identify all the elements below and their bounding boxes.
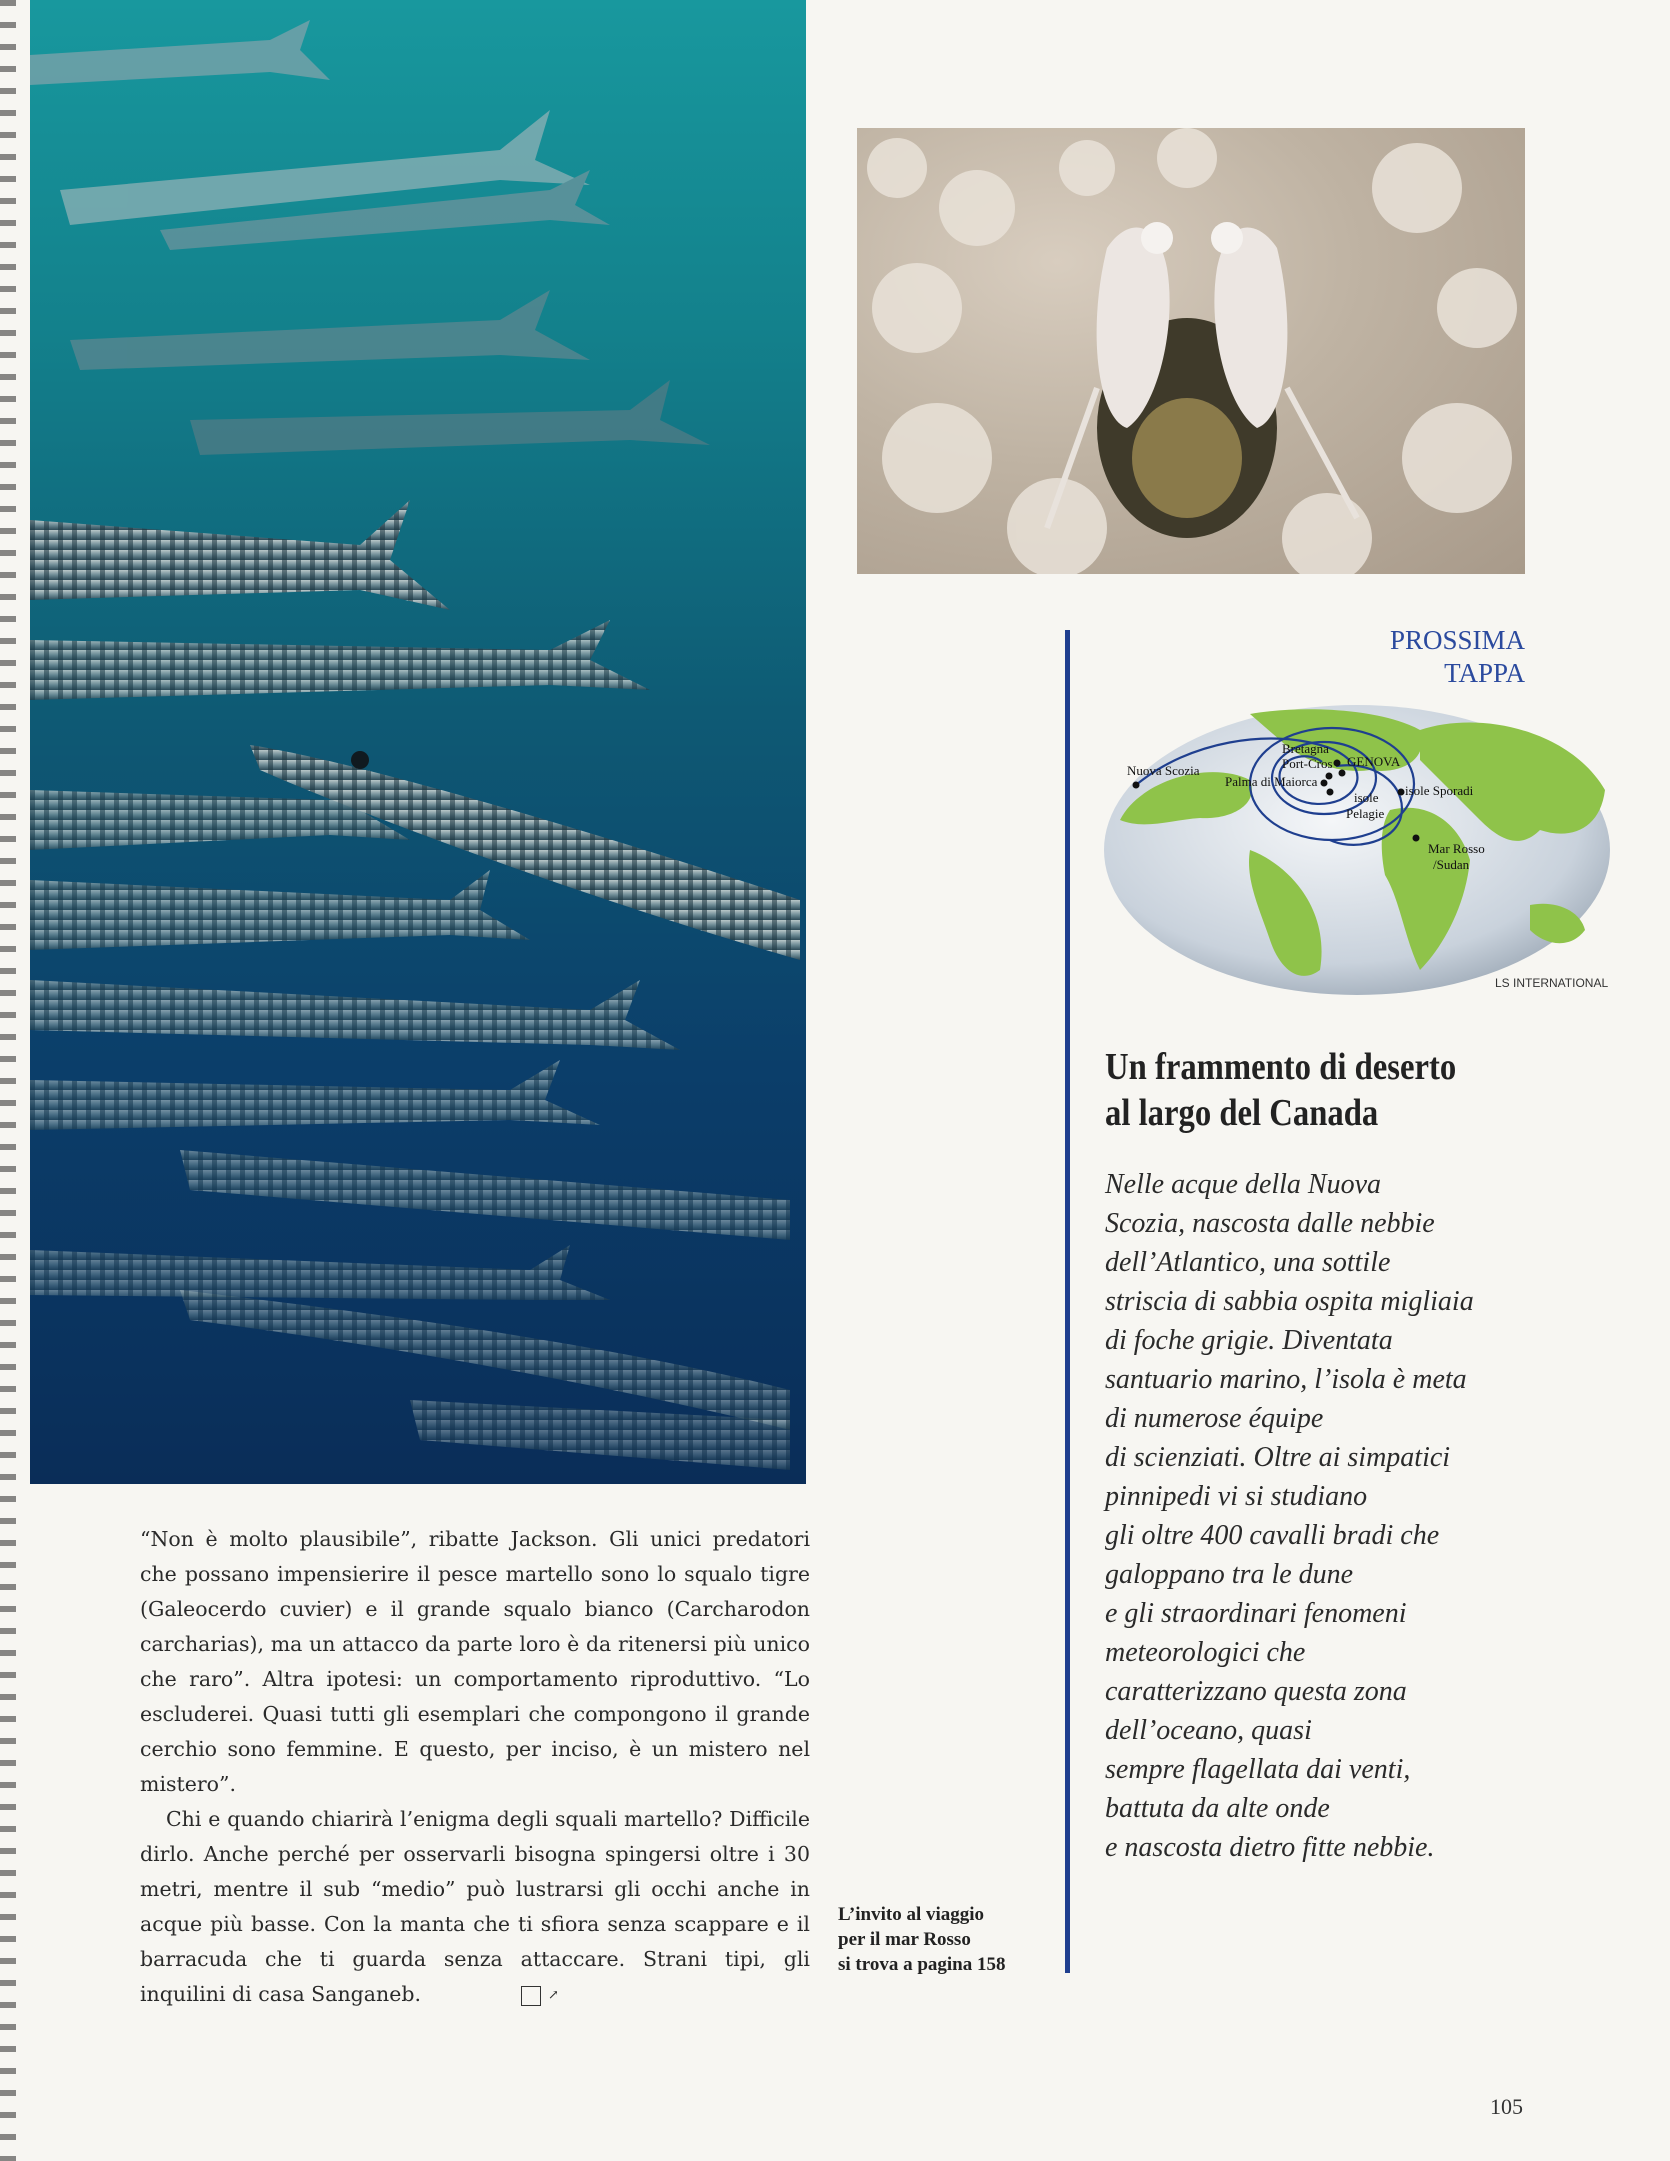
invite-line-3: si trova a pagina 158	[838, 1954, 1006, 1975]
sidebar-line: di scienziati. Oltre ai simpatici	[1105, 1442, 1451, 1473]
sidebar-line: pinnipedi vi si studiano	[1105, 1481, 1368, 1512]
sidebar-line: di foche grigie. Diventata	[1105, 1325, 1393, 1356]
article-paragraph-2-text: Chi e quando chiarirà l’enigma degli squali martello? Difficile dirlo. Anche perché per osservarli bisogna spingersi oltre i 30 metri, mentre il sub “medio” può lustrarsi gli occhi anche in acque più basse. Con la manta che ti sfiora senza scappare e il barracuda che ti guarda senza attaccare. Strani tipi, gli inquilini di casa Sanganeb.	[140, 1807, 810, 2006]
next-stop-kicker	[1390, 624, 1525, 690]
map-label-sporadi: isole Sporadi	[1405, 783, 1474, 798]
sidebar-line: striscia di sabbia ospita migliaia	[1105, 1286, 1474, 1317]
sidebar-line: sempre flagellata dai venti,	[1105, 1754, 1411, 1785]
map-label-bretagna: Bretagna	[1282, 741, 1329, 756]
map-label-genova: GENOVA	[1347, 754, 1401, 769]
sidebar-line: meteorologici che	[1105, 1637, 1306, 1668]
sidebar-body	[1105, 1165, 1575, 1867]
sidebar-line: Nelle acque della Nuova	[1105, 1169, 1382, 1200]
torn-page-edge	[0, 0, 16, 2161]
sidebar-line: di numerose équipe	[1105, 1403, 1324, 1434]
headline-line-2: al largo del Canada	[1105, 1092, 1379, 1134]
globe-svg	[1100, 700, 1615, 1000]
barracuda-school-photo	[30, 0, 806, 1484]
map-label-pelagie: Pelagie	[1346, 806, 1385, 821]
route-globe-map	[1100, 700, 1615, 1000]
map-label-palma: Palma di Maiorca	[1225, 774, 1318, 789]
sidebar-line: e nascosta dietro fitte nebbie.	[1105, 1832, 1435, 1863]
travel-invite-note	[838, 1902, 1058, 1977]
map-label-nuova-scozia: Nuova Scozia	[1127, 763, 1200, 778]
article-paragraph-1: “Non è molto plausibile”, ribatte Jackson. Gli unici predatori che possano impensierire il pesce martello sono lo squalo tigre (Galeocerdo cuvier) e il grande squalo bianco (Carcharodon carcharias), ma un attacco da parte loro è da ritenersi più unico che raro”. Altra ipotesi: un comportamento riproduttivo. “Lo escluderei. Quasi tutti gli esemplari che compongono il grande cerchio sono femmine. E questo, per inciso, è un mistero nel mistero”.	[140, 1527, 810, 1796]
invite-line-1: L’invito al viaggio	[838, 1904, 985, 1925]
sidebar-line: e gli straordinari fenomeni	[1105, 1598, 1407, 1629]
kicker-line-1: PROSSIMA	[1389, 625, 1525, 655]
kicker-line-2: TAPPA	[1444, 658, 1525, 688]
page-number: 105	[1490, 2094, 1523, 2119]
article-body	[140, 1522, 810, 2012]
mantis-shrimp-illustration	[857, 128, 1525, 574]
sidebar-line: dell’oceano, quasi	[1105, 1715, 1312, 1746]
sidebar-line: gli oltre 400 cavalli bradi che	[1105, 1520, 1440, 1551]
headline-line-1: Un frammento di deserto	[1105, 1046, 1457, 1088]
map-credit: LS INTERNATIONAL	[1495, 976, 1609, 990]
sidebar-line: caratterizzano questa zona	[1105, 1676, 1407, 1707]
sidebar-headline	[1105, 1044, 1518, 1136]
mantis-shrimp-photo	[857, 128, 1525, 574]
map-label-mar-rosso: Mar Rosso	[1428, 841, 1485, 856]
sidebar-line: Scozia, nascosta dalle nebbie	[1105, 1208, 1435, 1239]
map-label-sudan: /Sudan	[1433, 857, 1470, 872]
barracuda-illustration	[30, 0, 806, 1484]
sidebar-line: santuario marino, l’isola è meta	[1105, 1364, 1467, 1395]
sidebar-line: galoppano tra le dune	[1105, 1559, 1354, 1590]
article-paragraph-2	[140, 1802, 810, 2012]
sidebar-divider	[1065, 630, 1070, 1973]
sidebar-line: dell’Atlantico, una sottile	[1105, 1247, 1391, 1278]
sidebar-line: battuta da alte onde	[1105, 1793, 1330, 1824]
invite-line-2: per il mar Rosso	[838, 1929, 971, 1950]
map-label-isole: isole	[1354, 790, 1379, 805]
end-of-article-icon: ↗	[521, 1986, 541, 2006]
map-label-port-cros: Port-Cros	[1282, 756, 1333, 771]
